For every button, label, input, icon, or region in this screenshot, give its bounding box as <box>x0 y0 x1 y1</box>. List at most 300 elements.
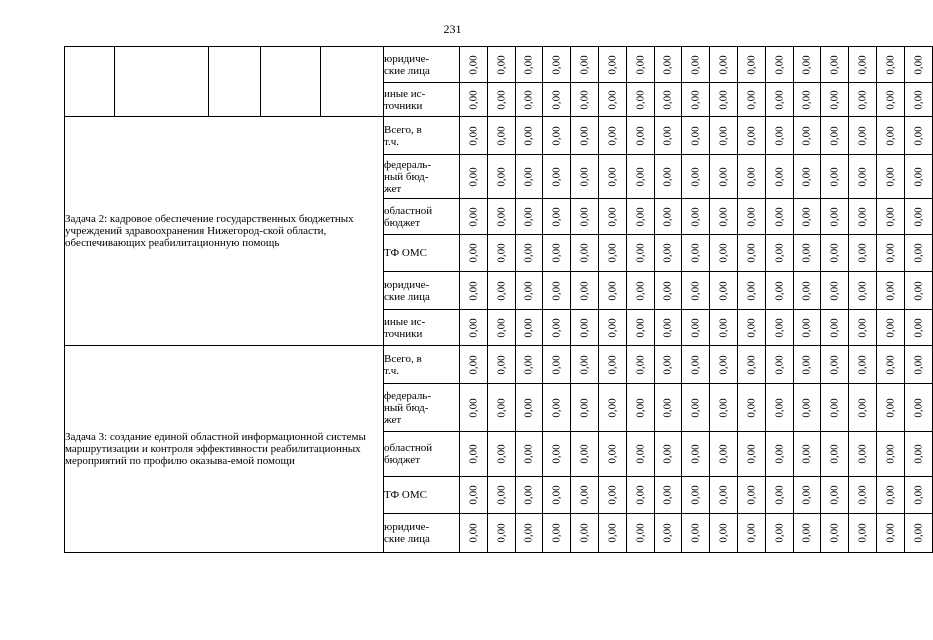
value-cell <box>654 384 682 432</box>
value-text: 0,00 <box>828 397 841 418</box>
value-text: 0,00 <box>550 397 563 418</box>
value-cell <box>598 117 626 155</box>
value-cell <box>626 83 654 117</box>
empty-cell <box>261 47 321 117</box>
task-description: Задача 2: кадровое обеспечение государственных бюджетных учреждений здравоохранения Нижегород-ской области, обеспечивающих реабилитационную помощь <box>65 117 384 346</box>
value-text: 0,00 <box>467 354 480 375</box>
value-cell <box>904 47 932 83</box>
value-text: 0,00 <box>828 166 841 187</box>
value-text: 0,00 <box>689 54 702 75</box>
value-text: 0,00 <box>800 54 813 75</box>
value-cell <box>543 47 571 83</box>
value-text: 0,00 <box>912 243 925 263</box>
value-text: 0,00 <box>495 354 508 375</box>
value-cell <box>598 47 626 83</box>
value-cell <box>821 117 849 155</box>
value-text: 0,00 <box>634 354 647 375</box>
value-text: 0,00 <box>800 125 813 146</box>
funding-source-label: Всего, в т.ч. <box>384 117 460 155</box>
value-text: 0,00 <box>800 354 813 375</box>
value-text: 0,00 <box>800 280 813 301</box>
value-text: 0,00 <box>884 485 897 505</box>
value-cell <box>654 199 682 235</box>
value-text: 0,00 <box>467 166 480 187</box>
value-cell <box>543 514 571 553</box>
value-cell <box>682 346 710 384</box>
value-cell <box>598 235 626 272</box>
value-cell <box>626 199 654 235</box>
value-cell <box>876 514 904 553</box>
value-text: 0,00 <box>773 444 786 464</box>
value-text: 0,00 <box>634 206 647 227</box>
value-text: 0,00 <box>578 280 591 301</box>
value-text: 0,00 <box>884 125 897 146</box>
funding-source-label: областной бюджет <box>384 199 460 235</box>
value-text: 0,00 <box>606 54 619 75</box>
value-cell <box>515 477 543 514</box>
value-cell <box>710 310 738 346</box>
value-text: 0,00 <box>689 166 702 187</box>
value-text: 0,00 <box>689 317 702 338</box>
value-text: 0,00 <box>689 523 702 543</box>
value-text: 0,00 <box>689 243 702 263</box>
value-cell <box>654 310 682 346</box>
value-cell <box>849 310 877 346</box>
value-text: 0,00 <box>689 444 702 464</box>
value-text: 0,00 <box>689 354 702 375</box>
value-cell <box>682 155 710 199</box>
value-cell <box>571 384 599 432</box>
value-text: 0,00 <box>884 397 897 418</box>
value-text: 0,00 <box>884 354 897 375</box>
funding-source-label: ТФ ОМС <box>384 477 460 514</box>
value-text: 0,00 <box>773 125 786 146</box>
value-text: 0,00 <box>773 54 786 75</box>
value-cell <box>460 272 488 310</box>
value-cell <box>737 310 765 346</box>
value-text: 0,00 <box>745 206 758 227</box>
value-cell <box>571 272 599 310</box>
value-text: 0,00 <box>522 485 535 505</box>
value-text: 0,00 <box>578 54 591 75</box>
value-cell <box>821 199 849 235</box>
value-text: 0,00 <box>522 89 535 110</box>
value-cell <box>737 117 765 155</box>
value-text: 0,00 <box>828 354 841 375</box>
value-cell <box>682 384 710 432</box>
value-text: 0,00 <box>467 280 480 301</box>
value-cell <box>460 384 488 432</box>
value-text: 0,00 <box>661 166 674 187</box>
value-cell <box>765 155 793 199</box>
value-text: 0,00 <box>773 166 786 187</box>
value-cell <box>821 346 849 384</box>
value-text: 0,00 <box>689 89 702 110</box>
value-text: 0,00 <box>606 206 619 227</box>
value-cell <box>682 83 710 117</box>
value-text: 0,00 <box>578 317 591 338</box>
value-text: 0,00 <box>689 125 702 146</box>
value-text: 0,00 <box>522 166 535 187</box>
value-cell <box>571 235 599 272</box>
value-text: 0,00 <box>634 89 647 110</box>
value-text: 0,00 <box>717 280 730 301</box>
value-text: 0,00 <box>856 54 869 75</box>
value-cell <box>904 117 932 155</box>
value-text: 0,00 <box>495 485 508 505</box>
value-text: 0,00 <box>773 354 786 375</box>
value-cell <box>793 235 821 272</box>
value-cell <box>543 346 571 384</box>
value-text: 0,00 <box>745 166 758 187</box>
value-cell <box>710 432 738 477</box>
value-text: 0,00 <box>773 206 786 227</box>
value-text: 0,00 <box>884 89 897 110</box>
value-text: 0,00 <box>828 485 841 505</box>
value-cell <box>460 310 488 346</box>
value-cell <box>765 514 793 553</box>
value-text: 0,00 <box>745 444 758 464</box>
value-cell <box>487 83 515 117</box>
value-text: 0,00 <box>717 89 730 110</box>
value-cell <box>876 47 904 83</box>
value-cell <box>710 199 738 235</box>
value-text: 0,00 <box>912 280 925 301</box>
value-text: 0,00 <box>522 354 535 375</box>
value-text: 0,00 <box>856 397 869 418</box>
value-cell <box>460 47 488 83</box>
value-text: 0,00 <box>578 243 591 263</box>
value-cell <box>765 117 793 155</box>
value-cell <box>598 199 626 235</box>
value-text: 0,00 <box>800 444 813 464</box>
value-text: 0,00 <box>522 523 535 543</box>
value-text: 0,00 <box>578 89 591 110</box>
value-cell <box>876 432 904 477</box>
value-cell <box>626 310 654 346</box>
value-cell <box>571 199 599 235</box>
funding-source-label: федераль- ный бюд- жет <box>384 155 460 199</box>
value-cell <box>737 477 765 514</box>
value-text: 0,00 <box>578 206 591 227</box>
value-cell <box>737 235 765 272</box>
value-text: 0,00 <box>828 243 841 263</box>
value-cell <box>849 477 877 514</box>
value-cell <box>487 514 515 553</box>
value-text: 0,00 <box>578 444 591 464</box>
value-text: 0,00 <box>884 206 897 227</box>
value-text: 0,00 <box>912 89 925 110</box>
value-cell <box>876 83 904 117</box>
empty-cell <box>115 47 209 117</box>
value-cell <box>765 235 793 272</box>
value-cell <box>765 477 793 514</box>
funding-source-label: юридиче- ские лица <box>384 272 460 310</box>
value-text: 0,00 <box>745 89 758 110</box>
value-text: 0,00 <box>578 397 591 418</box>
value-text: 0,00 <box>634 243 647 263</box>
value-cell <box>849 83 877 117</box>
empty-cell <box>65 47 115 117</box>
value-text: 0,00 <box>550 89 563 110</box>
value-cell <box>765 272 793 310</box>
value-text: 0,00 <box>717 485 730 505</box>
value-text: 0,00 <box>550 317 563 338</box>
value-cell <box>487 272 515 310</box>
value-text: 0,00 <box>717 166 730 187</box>
value-text: 0,00 <box>467 317 480 338</box>
value-text: 0,00 <box>856 444 869 464</box>
value-cell <box>515 346 543 384</box>
value-text: 0,00 <box>912 485 925 505</box>
value-text: 0,00 <box>800 166 813 187</box>
value-text: 0,00 <box>856 280 869 301</box>
funding-source-label: ТФ ОМС <box>384 235 460 272</box>
value-text: 0,00 <box>522 125 535 146</box>
value-text: 0,00 <box>717 243 730 263</box>
value-cell <box>821 272 849 310</box>
value-text: 0,00 <box>606 444 619 464</box>
value-text: 0,00 <box>467 397 480 418</box>
value-text: 0,00 <box>522 444 535 464</box>
value-text: 0,00 <box>884 166 897 187</box>
value-text: 0,00 <box>522 317 535 338</box>
value-text: 0,00 <box>745 523 758 543</box>
page-number: 231 <box>443 22 462 36</box>
value-text: 0,00 <box>773 280 786 301</box>
value-cell <box>543 235 571 272</box>
value-text: 0,00 <box>606 397 619 418</box>
value-cell <box>487 199 515 235</box>
value-cell <box>710 514 738 553</box>
value-text: 0,00 <box>606 354 619 375</box>
value-cell <box>793 155 821 199</box>
value-text: 0,00 <box>912 317 925 338</box>
funding-source-label: иные ис- точники <box>384 83 460 117</box>
value-cell <box>765 432 793 477</box>
value-cell <box>765 47 793 83</box>
value-cell <box>765 310 793 346</box>
value-text: 0,00 <box>745 125 758 146</box>
value-cell <box>904 310 932 346</box>
value-cell <box>598 432 626 477</box>
value-text: 0,00 <box>467 54 480 75</box>
value-text: 0,00 <box>800 206 813 227</box>
value-cell <box>821 47 849 83</box>
value-text: 0,00 <box>689 206 702 227</box>
funding-source-label: областной бюджет <box>384 432 460 477</box>
value-text: 0,00 <box>912 444 925 464</box>
value-cell <box>571 117 599 155</box>
value-cell <box>460 117 488 155</box>
value-cell <box>793 384 821 432</box>
value-cell <box>460 432 488 477</box>
value-text: 0,00 <box>717 523 730 543</box>
value-cell <box>876 235 904 272</box>
value-text: 0,00 <box>467 444 480 464</box>
value-cell <box>487 117 515 155</box>
value-text: 0,00 <box>745 243 758 263</box>
funding-source-label: юридиче- ские лица <box>384 514 460 553</box>
value-cell <box>793 117 821 155</box>
value-text: 0,00 <box>745 317 758 338</box>
value-cell <box>849 47 877 83</box>
value-text: 0,00 <box>745 54 758 75</box>
value-text: 0,00 <box>856 206 869 227</box>
value-text: 0,00 <box>634 317 647 338</box>
value-cell <box>904 199 932 235</box>
value-text: 0,00 <box>884 280 897 301</box>
value-text: 0,00 <box>495 444 508 464</box>
value-text: 0,00 <box>828 89 841 110</box>
value-cell <box>543 117 571 155</box>
value-text: 0,00 <box>467 523 480 543</box>
value-text: 0,00 <box>717 125 730 146</box>
value-text: 0,00 <box>578 166 591 187</box>
value-text: 0,00 <box>745 485 758 505</box>
value-text: 0,00 <box>661 523 674 543</box>
value-text: 0,00 <box>773 317 786 338</box>
value-text: 0,00 <box>606 280 619 301</box>
value-text: 0,00 <box>828 444 841 464</box>
value-cell <box>682 432 710 477</box>
value-text: 0,00 <box>578 354 591 375</box>
value-text: 0,00 <box>550 523 563 543</box>
value-cell <box>682 310 710 346</box>
value-text: 0,00 <box>606 523 619 543</box>
value-cell <box>543 432 571 477</box>
value-cell <box>626 47 654 83</box>
value-cell <box>682 514 710 553</box>
value-text: 0,00 <box>578 125 591 146</box>
value-cell <box>487 384 515 432</box>
value-cell <box>793 432 821 477</box>
value-cell <box>515 310 543 346</box>
value-cell <box>876 346 904 384</box>
value-text: 0,00 <box>550 444 563 464</box>
value-text: 0,00 <box>856 354 869 375</box>
value-cell <box>571 477 599 514</box>
value-cell <box>515 199 543 235</box>
value-text: 0,00 <box>661 54 674 75</box>
value-cell <box>626 235 654 272</box>
value-cell <box>904 272 932 310</box>
value-cell <box>460 514 488 553</box>
funding-source-label: федераль- ный бюд- жет <box>384 384 460 432</box>
value-cell <box>571 514 599 553</box>
value-cell <box>460 83 488 117</box>
value-cell <box>793 47 821 83</box>
value-text: 0,00 <box>634 485 647 505</box>
value-text: 0,00 <box>800 485 813 505</box>
value-text: 0,00 <box>856 125 869 146</box>
value-text: 0,00 <box>634 54 647 75</box>
value-text: 0,00 <box>884 523 897 543</box>
value-text: 0,00 <box>661 125 674 146</box>
value-text: 0,00 <box>661 243 674 263</box>
value-cell <box>543 155 571 199</box>
value-text: 0,00 <box>856 317 869 338</box>
value-text: 0,00 <box>606 89 619 110</box>
value-cell <box>571 83 599 117</box>
value-cell <box>710 83 738 117</box>
value-text: 0,00 <box>856 485 869 505</box>
value-cell <box>876 477 904 514</box>
value-text: 0,00 <box>495 243 508 263</box>
value-text: 0,00 <box>800 397 813 418</box>
value-cell <box>904 155 932 199</box>
value-cell <box>543 310 571 346</box>
value-cell <box>821 432 849 477</box>
value-cell <box>654 514 682 553</box>
value-text: 0,00 <box>634 280 647 301</box>
value-text: 0,00 <box>661 485 674 505</box>
value-cell <box>682 47 710 83</box>
value-cell <box>598 477 626 514</box>
value-text: 0,00 <box>606 317 619 338</box>
value-cell <box>821 235 849 272</box>
value-cell <box>849 384 877 432</box>
value-cell <box>765 346 793 384</box>
value-text: 0,00 <box>495 166 508 187</box>
value-text: 0,00 <box>884 54 897 75</box>
value-cell <box>821 310 849 346</box>
value-cell <box>571 155 599 199</box>
value-cell <box>515 235 543 272</box>
value-cell <box>849 117 877 155</box>
funding-table-body <box>65 47 933 553</box>
value-cell <box>849 199 877 235</box>
value-text: 0,00 <box>522 206 535 227</box>
value-text: 0,00 <box>661 397 674 418</box>
value-text: 0,00 <box>550 54 563 75</box>
value-cell <box>737 199 765 235</box>
value-text: 0,00 <box>467 206 480 227</box>
value-cell <box>904 477 932 514</box>
value-text: 0,00 <box>495 280 508 301</box>
value-text: 0,00 <box>661 317 674 338</box>
value-cell <box>904 346 932 384</box>
value-cell <box>710 117 738 155</box>
value-text: 0,00 <box>467 485 480 505</box>
value-cell <box>876 117 904 155</box>
value-cell <box>682 272 710 310</box>
value-text: 0,00 <box>606 125 619 146</box>
value-text: 0,00 <box>856 243 869 263</box>
value-cell <box>626 477 654 514</box>
value-cell <box>765 199 793 235</box>
value-text: 0,00 <box>773 243 786 263</box>
value-text: 0,00 <box>661 354 674 375</box>
value-text: 0,00 <box>800 89 813 110</box>
value-cell <box>904 432 932 477</box>
value-text: 0,00 <box>800 243 813 263</box>
value-cell <box>654 117 682 155</box>
value-cell <box>765 384 793 432</box>
value-text: 0,00 <box>467 89 480 110</box>
value-text: 0,00 <box>634 523 647 543</box>
value-cell <box>821 477 849 514</box>
value-cell <box>710 272 738 310</box>
value-text: 0,00 <box>912 523 925 543</box>
value-text: 0,00 <box>800 317 813 338</box>
value-cell <box>598 83 626 117</box>
value-cell <box>515 155 543 199</box>
value-cell <box>793 272 821 310</box>
value-text: 0,00 <box>689 397 702 418</box>
value-cell <box>487 432 515 477</box>
value-text: 0,00 <box>773 89 786 110</box>
